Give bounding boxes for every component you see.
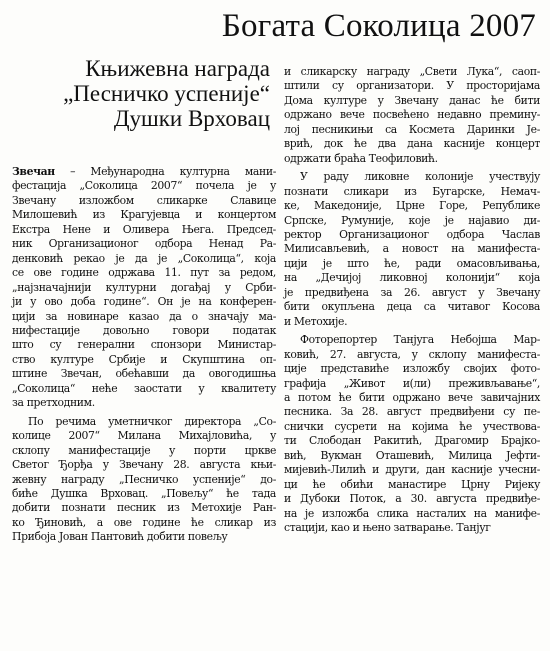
text-line: фестација „Соколица 2007“ почела је у (12, 179, 276, 193)
article-paragraph (12, 415, 276, 545)
text-line: ти Слободан Ракитић, Драгомир Брајко- (284, 434, 540, 448)
text-line: лој песникињи са Космета Даринки Је- (284, 122, 540, 136)
text-line: ци ће обићи манастире Црну Ријеку (284, 477, 540, 491)
article-column-right (284, 65, 540, 536)
deck-line: „Песничко успеније“ (63, 81, 270, 106)
article-paragraph (284, 170, 540, 329)
text-line: штине Звечан, обећавши да овогодишња (12, 367, 276, 381)
text-line: Милисављевић, а новост на манифеста- (284, 242, 540, 256)
text-line: за претходним. (12, 396, 95, 410)
text-line: „најзначајнији културни догађај у Срби- (12, 280, 276, 294)
text-line: цији за новинаре казао да о значају ма- (12, 309, 276, 323)
text-line: ције представиће изложбу својих фото- (284, 362, 540, 376)
text-line: жевну награду „Песничко успеније“ до- (12, 472, 276, 486)
text-line: ковић, 27. августа, у склопу манифеста- (284, 347, 540, 361)
text-line: а потом ће бити одржано вече завичајних (284, 390, 540, 404)
text-line: цији је што ће, ради омасовљивања, (284, 256, 540, 270)
article-paragraph (284, 65, 540, 166)
text-line: врић, док ће два дана касније концерт (284, 137, 540, 151)
text-line: и Дубоки Поток, а 30. августа предвиђе- (284, 492, 540, 506)
deck-line: Књижевна награда (85, 56, 270, 81)
text-line: ство културе Србије и Скупштина оп- (12, 352, 276, 366)
article-headline: Богата Соколица 2007 (221, 8, 536, 44)
dateline: Звечан (12, 165, 55, 178)
article-paragraph (12, 165, 276, 411)
text-line: одржати браћа Теофиловић. (284, 151, 438, 165)
text-line: Прибоја Јован Пантовић добити повељу (12, 530, 228, 544)
text-line: на „Дечијој ликовној колонији“ која (284, 271, 540, 285)
text-line: добити познати песник из Метохије Ран- (12, 501, 276, 515)
text-line: Светог Ђорђа у Звечану 28. августа књи- (12, 458, 276, 472)
text-line: По речима уметничког директора „Со- (28, 414, 276, 428)
text-line: на је изложба слика насталих на манифе- (284, 506, 540, 520)
text-line: Дома културе у Звечану данас ће бити (284, 93, 540, 107)
text-line: ректор Организационог одбора Часлав (284, 227, 540, 241)
text-line: ко Ђиновић, а ове године ће сликар из (12, 515, 276, 529)
text-line: што су генерални спонзори Министар- (12, 338, 276, 352)
text-line: колице 2007“ Милана Михајловића, у (12, 429, 276, 443)
text-line: ник Организационог одбора Ненад Ра- (12, 237, 276, 251)
text-line: је предвиђена за 26. август у Звечану (284, 285, 540, 299)
text-line: Звечану изложбом сликарке Славице (12, 193, 276, 207)
text-line: снички сусрети на којима ће учествова- (284, 419, 540, 433)
text-line: ји у ово доба године“. Он је на конферен- (12, 295, 276, 309)
article-deck (30, 56, 270, 131)
deck-line: Душки Врховац (113, 106, 270, 131)
text-line: Екстра Нене и Оливера Њега. Председ- (12, 222, 276, 236)
text-line: штили су организатори. У просторијама (284, 79, 540, 93)
text-line: одржано вече посвећено недавно премину- (284, 108, 540, 122)
text-line: нифестације довољно говори податак (12, 323, 276, 337)
text-line: Милошевић из Крагујевца и концертом (12, 208, 276, 222)
text-line: мијевић-Лилић и други, дан касније учесни- (284, 463, 540, 477)
text-line: познати сликари из Бугарске, Немач- (284, 184, 540, 198)
text-line: бити окупљена деца са читавог Косова (284, 300, 540, 314)
article-paragraph (284, 333, 540, 535)
text-line: „Соколица“ неће заостати у квалитету (12, 381, 276, 395)
text-line: графија „Живот и(ли) преживљавање“, (284, 376, 540, 390)
text-line: склопу манифестације у порти цркве (12, 443, 276, 457)
text-line: биће Душка Врховац. „Повељу“ ће тада (12, 486, 276, 500)
text-line: и сликарску награду „Свети Лука“, саоп- (284, 65, 540, 78)
text-line: се ове године одржава 11. пут за редом, (12, 266, 276, 280)
text-line: ке, Македоније, Црне Горе, Републике (284, 199, 540, 213)
text-line: Српске, Румуније, које је најавио ди- (284, 213, 540, 227)
text-line: вић, Вукман Оташевић, Милица Јефти- (284, 448, 540, 462)
text-line: денковић рекао је да је „Соколица“, која (12, 251, 276, 265)
text-line: стацији, као и њено затварање. Танјуг (284, 521, 491, 535)
text-line-rest: – Међународна културна мани- (54, 165, 276, 178)
text-line: У раду ликовне колоније учествују (300, 170, 540, 184)
text-line: песника. За 28. август предвиђени су пе- (284, 405, 540, 419)
article-column-left (12, 165, 276, 545)
text-line (12, 165, 276, 179)
text-line: и Метохије. (284, 314, 348, 328)
text-line: Фоторепортер Танјуга Небојша Мар- (300, 333, 540, 347)
